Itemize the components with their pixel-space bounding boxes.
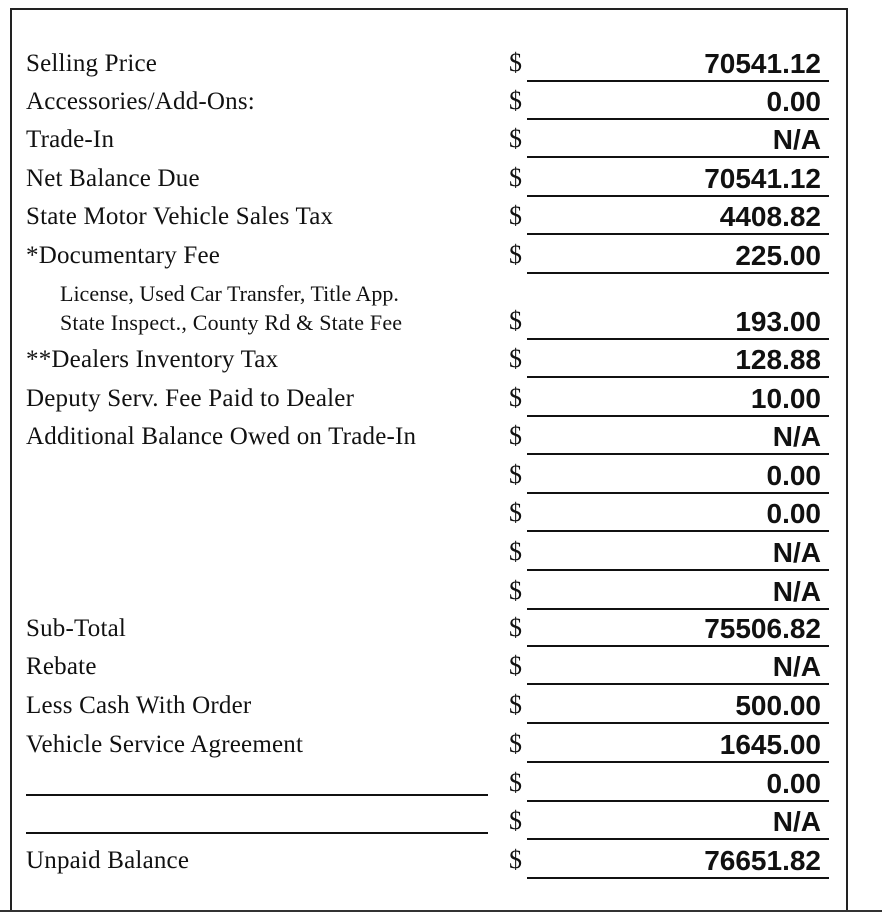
row-unlabeled	[0, 460, 882, 494]
amount-value: 0.00	[766, 86, 821, 117]
amount-value: 76651.82	[704, 845, 821, 876]
row-label: Less Cash With Order	[26, 692, 252, 719]
dollar-sign: $	[509, 498, 522, 527]
row-unpaid-balance	[0, 845, 882, 879]
row-label: State Motor Vehicle Sales Tax	[26, 203, 334, 230]
amount-value: 75506.82	[704, 613, 821, 644]
amount-value: 0.00	[766, 460, 821, 491]
amount-field[interactable]	[527, 613, 829, 647]
row-label: State Inspect., County Rd & State Fee	[60, 310, 403, 335]
amount-field[interactable]	[527, 806, 829, 840]
row-label: *Documentary Fee	[26, 242, 221, 269]
amount-value: N/A	[772, 806, 821, 837]
row-label: Vehicle Service Agreement	[26, 731, 304, 758]
row-label: Rebate	[26, 653, 97, 680]
blank-label-line[interactable]	[26, 832, 488, 834]
amount-value: 0.00	[766, 498, 821, 529]
row-cash-with-order	[0, 690, 882, 724]
row-sub-total	[0, 613, 882, 647]
row-state-inspect-fees	[0, 306, 882, 340]
row-label: Deputy Serv. Fee Paid to Dealer	[26, 385, 355, 412]
amount-value: 193.00	[735, 306, 821, 337]
row-unlabeled	[0, 537, 882, 571]
amount-value: N/A	[772, 537, 821, 568]
row-trade-in	[0, 124, 882, 158]
amount-field[interactable]	[527, 421, 829, 455]
dollar-sign: $	[509, 48, 522, 77]
amount-value: 70541.12	[704, 48, 821, 79]
dollar-sign: $	[509, 383, 522, 412]
row-label: Accessories/Add-Ons:	[26, 88, 255, 115]
row-label: Unpaid Balance	[26, 847, 190, 874]
amount-value: 70541.12	[704, 163, 821, 194]
amount-field[interactable]	[527, 383, 829, 417]
row-label: Trade-In	[26, 126, 115, 153]
row-documentary-fee	[0, 240, 882, 274]
amount-field[interactable]	[527, 306, 829, 340]
amount-value: N/A	[772, 124, 821, 155]
row-net-balance-due	[0, 163, 882, 197]
row-vehicle-service-agreement	[0, 729, 882, 763]
row-dealers-inventory-tax	[0, 344, 882, 378]
amount-value: 10.00	[750, 383, 821, 414]
bottom-divider	[0, 910, 882, 912]
row-rebate	[0, 651, 882, 685]
amount-field[interactable]	[527, 537, 829, 571]
dollar-sign: $	[509, 729, 522, 758]
dollar-sign: $	[509, 124, 522, 153]
row-label: Net Balance Due	[26, 165, 200, 192]
amount-value: N/A	[772, 576, 821, 607]
dollar-sign: $	[509, 421, 522, 450]
dollar-sign: $	[509, 613, 522, 642]
amount-field[interactable]	[527, 576, 829, 610]
dollar-sign: $	[509, 845, 522, 874]
dollar-sign: $	[509, 537, 522, 566]
amount-field[interactable]	[527, 86, 829, 120]
row-additional-balance	[0, 421, 882, 455]
row-sales-tax	[0, 201, 882, 235]
amount-field[interactable]	[527, 845, 829, 879]
dollar-sign: $	[509, 651, 522, 680]
amount-field[interactable]	[527, 498, 829, 532]
row-unlabeled	[0, 498, 882, 532]
dollar-sign: $	[509, 768, 522, 797]
row-accessories	[0, 86, 882, 120]
amount-value: 0.00	[766, 768, 821, 799]
amount-value: N/A	[772, 651, 821, 682]
amount-value: N/A	[772, 421, 821, 452]
amount-field[interactable]	[527, 768, 829, 802]
row-label: Additional Balance Owed on Trade-In	[26, 423, 417, 450]
dollar-sign: $	[509, 344, 522, 373]
dollar-sign: $	[509, 201, 522, 230]
row-label: **Dealers Inventory Tax	[26, 346, 279, 373]
dollar-sign: $	[509, 576, 522, 605]
amount-field[interactable]	[527, 48, 829, 82]
row-selling-price	[0, 48, 882, 82]
amount-value: 500.00	[735, 690, 821, 721]
amount-value: 4408.82	[719, 201, 821, 232]
amount-value: 225.00	[735, 240, 821, 271]
dollar-sign: $	[509, 86, 522, 115]
blank-label-line[interactable]	[26, 794, 488, 796]
amount-field[interactable]	[527, 460, 829, 494]
row-blank-entry	[0, 806, 882, 840]
amount-field[interactable]	[527, 344, 829, 378]
dollar-sign: $	[509, 690, 522, 719]
row-blank-entry	[0, 768, 882, 802]
dollar-sign: $	[509, 460, 522, 489]
amount-field[interactable]	[527, 729, 829, 763]
amount-value: 128.88	[735, 344, 821, 375]
amount-field[interactable]	[527, 651, 829, 685]
dollar-sign: $	[509, 163, 522, 192]
amount-field[interactable]	[527, 201, 829, 235]
row-label: Selling Price	[26, 50, 158, 77]
dollar-sign: $	[509, 240, 522, 269]
license-note: License, Used Car Transfer, Title App.	[60, 281, 399, 306]
amount-field[interactable]	[527, 124, 829, 158]
amount-value: 1645.00	[719, 729, 821, 760]
dollar-sign: $	[509, 806, 522, 835]
row-label: Sub-Total	[26, 615, 127, 642]
row-deputy-serv-fee	[0, 383, 882, 417]
amount-field[interactable]	[527, 163, 829, 197]
row-unlabeled	[0, 576, 882, 610]
amount-field[interactable]	[527, 690, 829, 724]
dollar-sign: $	[509, 306, 522, 335]
amount-field[interactable]	[527, 240, 829, 274]
